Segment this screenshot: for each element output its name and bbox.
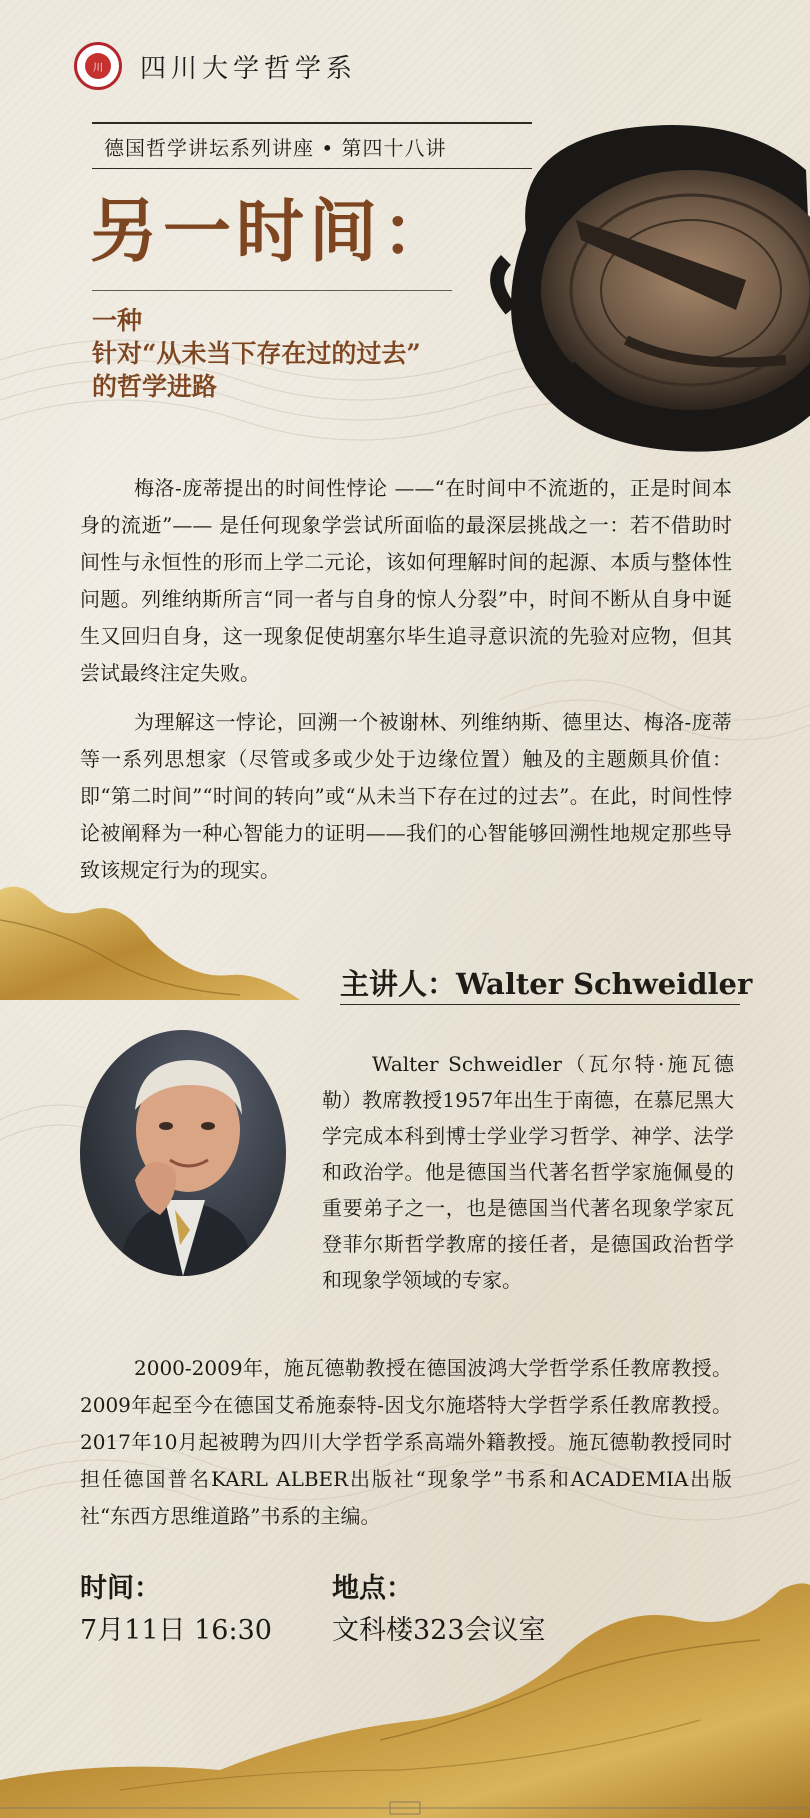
subtitle-line: 针对“从未当下存在过的过去” (92, 339, 421, 368)
place-value: 文科楼323会议室 (332, 1615, 546, 1646)
subtitle-line: 的哲学进路 (92, 372, 218, 401)
series-rule-bottom (92, 168, 532, 169)
time-label: 时间： (80, 1573, 161, 1604)
lecture-series: 德国哲学讲坛系列讲座 • 第四十八讲 (104, 136, 447, 160)
abstract-paragraph-2: 为理解这一悖论，回溯一个被谢林、列维纳斯、德里达、梅洛-庞蒂等一系列思想家（尽管或多或少处于边缘位置）触及的主题颇具价值：即“第二时间”“时间的转向”或“从未当下存在过的过去”。在此，时间性悖论被阐释为一种心智能力的证明——我们的心智能够回溯性地规定那些导致该规定行为的现实。 (80, 710, 732, 882)
series-rule-top (92, 122, 532, 124)
abstract-paragraph-1: 梅洛-庞蒂提出的时间性悖论 ——“在时间中不流逝的，正是时间本身的流逝”—— 是任何现象学尝试所面临的最深层挑战之一：若不借助时间性与永恒性的形而上学二元论，该如何理解时间的起源、本质与整体性问题。列维纳斯所言“同一者与自身的惊人分裂”中，时间不断从自身中诞生又回归自身，这一现象促使胡塞尔毕生追寻意识流的先验对应物，但其尝试最终注定失败。 (80, 476, 732, 685)
subtitle (92, 304, 421, 403)
speaker-rule (340, 1004, 740, 1005)
sundial-photo (486, 110, 810, 460)
main-title: 另一时间： (90, 192, 456, 272)
time-value: 7月11日 16:30 (80, 1615, 272, 1646)
speaker-bio: Walter Schweidler（瓦尔特·施瓦德勒）教席教授1957年出生于南德，在慕尼黑大学完成本科到博士学业学习哲学、神学、法学和政治学。他是德国当代著名哲学家施佩曼的重要弟子之一，也是德国当代著名现象学家瓦登菲尔斯哲学教席的接任者，是德国政治哲学和现象学领域的专家。 (322, 1052, 734, 1292)
speaker-career: 2000-2009年，施瓦德勒教授在德国波鸿大学哲学系任教席教授。2009年起至今在德国艾希施泰特-因戈尔施塔特大学哲学系任教席教授。2017年10月起被聘为四川大学哲学系高端外籍教授。施瓦德勒教授同时担任德国普名KARL ALBER出版社“现象学”书系和ACADEMIA出版社“东西方思维道路”书系的主编。 (80, 1356, 732, 1528)
gold-mountain-footer (0, 1580, 810, 1818)
place-label: 地点： (332, 1573, 413, 1604)
university-seal-icon (74, 42, 122, 90)
title-rule (92, 290, 452, 291)
gold-mountain-decoration (0, 880, 300, 1010)
department-name: 四川大学哲学系 (140, 54, 358, 84)
speaker-heading: 主讲人：Walter Schweidler (340, 967, 753, 1001)
logo-mark: 川 (85, 53, 111, 79)
subtitle-line: 一种 (92, 306, 143, 335)
speaker-portrait (80, 1030, 286, 1276)
